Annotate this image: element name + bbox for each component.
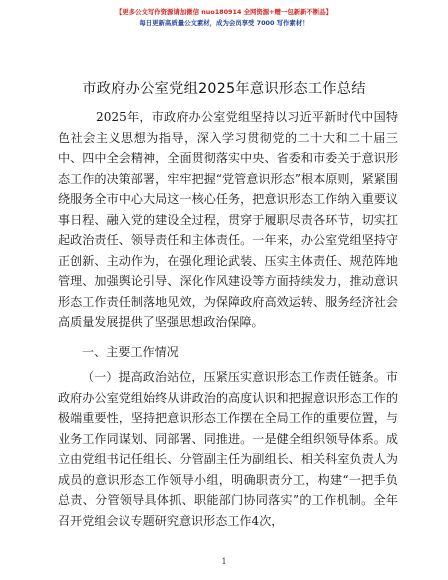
document-title: 市政府办公室党组2025年意识形态工作总结	[82, 81, 366, 97]
body-paragraph: （一）提高政治站位，压紧压实意识形态工作责任链条。市政府办公室党组始终从讲政治的高度认识和把握意识形态工作的极端重要性，坚持把意识形态工作摆在全局工作的重要位置，与业务工作同谋划、同部署、同推进。一是健全组织领导体系。成立由党组书记任组长、分管副主任为副组长、相关科室负责人为成员的意识形态工作领导小组，明确职责分工，构建“一把手负总责、分管领导具体抓、职能部门协同落实”的工作机制。全年召开党组会议专题研究意识形态工作4次，	[58, 370, 398, 528]
section-heading: 一、主要工作情况	[82, 345, 179, 359]
intro-paragraph: 2025年，市政府办公室党组坚持以习近平新时代中国特色社会主义思想为指导，深入学习贯彻党的二十大和二十届三中、四中全会精神，全面贯彻落实中央、省委和市委关于意识形态工作的决策部署，牢牢把握“党管意识形态”根本原则，紧紧围绕服务全市中心大局这一核心任务，把意识形态工作纳入重要议事日程、融入党的建设全过程，贯穿于履职尽责各环节，切实扛起政治责任、领导责任和主体责任。一年来，办公室党组坚持守正创新、主动作为，在强化理论武装、压实主体责任、规范阵地管理、加强舆论引导、深化作风建设等方面持续发力，推动意识形态工作责任制落地见效，为保障政府高效运转、服务经济社会高质量发展提供了坚强思想政治保障。	[58, 110, 398, 329]
page-number: 1	[221, 557, 227, 566]
promo-banner-line-2: 每日更新高质量公文素材，成为会员享受 7000 写作素材！	[139, 19, 309, 27]
promo-banner-line-1: 【更多公文写作资源请加微信 nuo180914 全网资源+赠一包新新不断品】	[115, 8, 333, 16]
